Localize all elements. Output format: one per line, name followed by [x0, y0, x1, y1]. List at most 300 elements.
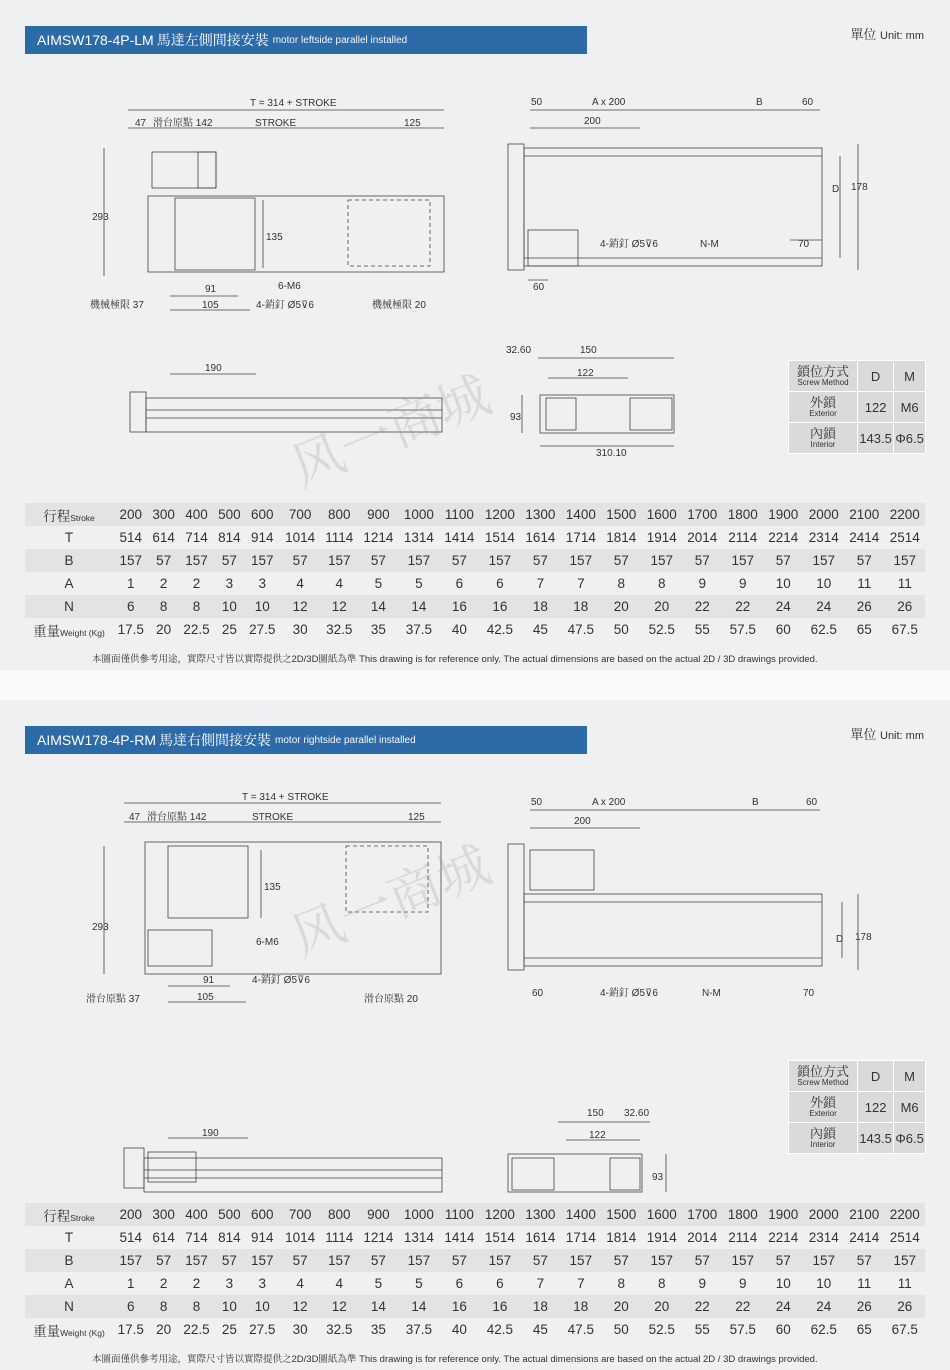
title-cn: 馬達右側間接安裝	[159, 732, 272, 748]
table-cell: 22	[723, 595, 763, 618]
table-cell: 1900	[763, 1203, 803, 1226]
table-cell: 18	[520, 595, 560, 618]
table-cell: 20	[148, 618, 178, 641]
section-divider	[0, 670, 950, 700]
table-cell: 30	[280, 618, 320, 641]
dim-n-m: N-M	[700, 239, 719, 250]
table-cell: 1314	[399, 526, 439, 549]
table-cell: 2	[179, 572, 214, 595]
actuator-side-view	[524, 148, 822, 266]
table-cell: 57	[214, 1249, 244, 1272]
table-cell: 62.5	[803, 618, 843, 641]
dim-32-60: 32.60	[624, 1108, 650, 1119]
disclaimer-note: 本圖面僅供參考用途，實際尺寸皆以實際提供之2D/3D圖紙為準 This drawing is for reference only. The actual dimensions are based on the actual 2D / 3D drawings provided.	[92, 654, 818, 665]
table-cell: 5	[358, 572, 398, 595]
table-cell: 1400	[561, 1203, 601, 1226]
dim-135: 135	[264, 882, 281, 893]
row-n	[25, 1295, 925, 1318]
row-header: 重量Weight (Kg)	[25, 618, 113, 641]
table-cell: 24	[763, 595, 803, 618]
table-cell: 514	[113, 526, 148, 549]
table-cell: 1714	[561, 526, 601, 549]
table-cell: 400	[179, 503, 214, 526]
table-cell: 157	[723, 1249, 763, 1272]
dim-pin-left: 4-銷釘 Ø5⊽6	[252, 975, 310, 986]
table-cell: 37.5	[399, 1318, 439, 1341]
section-title-banner	[25, 726, 587, 754]
disclaimer-note: 本圖面僅供參考用途，實際尺寸皆以實際提供之2D/3D圖紙為準 This drawing is for reference only. The actual dimensions are based on the actual 2D / 3D drawings provided.	[92, 1354, 818, 1365]
row-header: A	[25, 572, 113, 595]
table-cell: 24	[803, 595, 843, 618]
table-cell: 7	[561, 1272, 601, 1295]
dim-origin: 滑台原點 142	[153, 118, 213, 129]
table-cell: 57	[520, 1249, 560, 1272]
table-cell: 22.5	[179, 1318, 214, 1341]
table-cell: 5	[399, 572, 439, 595]
table-cell: 10	[245, 595, 280, 618]
table-cell: 47.5	[561, 618, 601, 641]
row-b	[25, 549, 925, 572]
end-plate	[124, 1148, 144, 1188]
row-header: T	[25, 526, 113, 549]
table-cell: 1700	[682, 1203, 722, 1226]
table-cell: 14	[358, 1295, 398, 1318]
table-cell: 55	[682, 618, 722, 641]
watermark: 风一商城	[283, 836, 499, 968]
dim-50: 50	[531, 797, 543, 808]
table-cell: 14	[399, 595, 439, 618]
table-cell: 800	[320, 1203, 358, 1226]
table-cell: 714	[179, 526, 214, 549]
table-cell: 2514	[884, 1226, 925, 1249]
table-cell: 60	[763, 618, 803, 641]
table-cell: 32.5	[320, 1318, 358, 1341]
table-cell: 1814	[601, 526, 641, 549]
dim-stroke: STROKE	[252, 812, 294, 823]
row-header: 行程Stroke	[25, 503, 113, 526]
row-header: T	[25, 1226, 113, 1249]
row-a	[25, 1272, 925, 1295]
table-cell: 4	[320, 1272, 358, 1295]
unit-label: 單位 Unit: mm	[850, 27, 924, 42]
end-cap	[508, 844, 524, 970]
table-cell: 914	[245, 526, 280, 549]
table-cell: 400	[179, 1203, 214, 1226]
table-cell: 3	[245, 1272, 280, 1295]
table-cell: 700	[280, 503, 320, 526]
table-cell: 9	[723, 572, 763, 595]
table-cell: 300	[148, 1203, 178, 1226]
table-cell: 614	[148, 1226, 178, 1249]
dim-293: 293	[92, 922, 109, 933]
table-cell: 9	[682, 1272, 722, 1295]
table-cell: 7	[520, 1272, 560, 1295]
table-cell: 1414	[439, 1226, 479, 1249]
table-cell: 26	[884, 1295, 925, 1318]
table-cell: 16	[480, 1295, 520, 1318]
title-en: motor rightside parallel installed	[275, 734, 416, 746]
section-title-banner	[25, 26, 587, 54]
table-cell: 1400	[561, 503, 601, 526]
table-cell: 9	[682, 572, 722, 595]
table-cell: 16	[480, 595, 520, 618]
table-cell: 157	[884, 549, 925, 572]
table-cell: 900	[358, 503, 398, 526]
table-cell: 12	[280, 595, 320, 618]
table-cell: 57	[763, 549, 803, 572]
table-cell: 2	[179, 1272, 214, 1295]
table-cell: 1600	[642, 1203, 682, 1226]
dim-pin-right: 4-銷釘 Ø5⊽6	[600, 988, 658, 999]
motor-block	[152, 152, 216, 188]
row-header: 重量Weight (Kg)	[25, 1318, 113, 1341]
dim-60-bottom: 60	[532, 988, 544, 999]
table-cell: 5	[399, 1272, 439, 1295]
table-cell: 157	[561, 1249, 601, 1272]
table-cell: 200	[113, 503, 148, 526]
table-cell: 157	[399, 1249, 439, 1272]
row-weight	[25, 1318, 925, 1341]
table-cell: 14	[358, 595, 398, 618]
motor-block-right	[530, 850, 594, 890]
carriage	[168, 846, 248, 918]
end-cap	[508, 144, 524, 270]
title-en: motor leftside parallel installed	[272, 34, 408, 46]
table-cell: 26	[884, 595, 925, 618]
table-cell: 10	[763, 1272, 803, 1295]
table-cell: 157	[399, 549, 439, 572]
actuator-top-view	[148, 196, 444, 272]
table-cell: 65	[844, 618, 884, 641]
table-cell: 57	[148, 1249, 178, 1272]
table-cell: 2414	[844, 1226, 884, 1249]
table-cell: 2014	[682, 1226, 722, 1249]
table-cell: 10	[763, 572, 803, 595]
table-cell: 157	[803, 1249, 843, 1272]
row-n	[25, 595, 925, 618]
dim-91: 91	[203, 975, 215, 986]
table-cell: 20	[642, 1295, 682, 1318]
table-cell: 8	[148, 595, 178, 618]
dim-93: 93	[652, 1172, 664, 1183]
end-view	[540, 395, 674, 433]
table-cell: 55	[682, 1318, 722, 1341]
dim-50: 50	[531, 97, 543, 108]
dim-a200: A x 200	[592, 97, 626, 108]
table-cell: 67.5	[884, 1318, 925, 1341]
dim-pin-right: 4-銷釘 Ø5⊽6	[600, 239, 658, 250]
table-cell: 2414	[844, 526, 884, 549]
row-header: B	[25, 549, 113, 572]
table-cell: 52.5	[642, 1318, 682, 1341]
table-cell: 157	[480, 1249, 520, 1272]
dim-200: 200	[574, 816, 591, 827]
table-cell: 50	[601, 1318, 641, 1341]
dim-70: 70	[803, 988, 815, 999]
row-header: A	[25, 1272, 113, 1295]
table-cell: 1200	[480, 503, 520, 526]
table-cell: 157	[245, 549, 280, 572]
table-cell: 22	[682, 595, 722, 618]
table-cell: 157	[320, 1249, 358, 1272]
table-cell: 2214	[763, 526, 803, 549]
table-cell: 157	[723, 549, 763, 572]
table-cell: 157	[179, 549, 214, 572]
table-cell: 7	[520, 572, 560, 595]
table-cell: 27.5	[245, 618, 280, 641]
table-cell: 514	[113, 1226, 148, 1249]
table-cell: 1114	[320, 1226, 358, 1249]
table-cell: 4	[280, 1272, 320, 1295]
table-cell: 57	[682, 549, 722, 572]
table-cell: 1814	[601, 1226, 641, 1249]
table-cell: 26	[844, 595, 884, 618]
table-cell: 20	[601, 595, 641, 618]
table-cell: 57	[280, 549, 320, 572]
table-cell: 157	[320, 549, 358, 572]
table-cell: 57	[601, 549, 641, 572]
table-cell: 1200	[480, 1203, 520, 1226]
table-cell: 65	[844, 1318, 884, 1341]
table-cell: 1	[113, 1272, 148, 1295]
section-rm	[0, 700, 950, 1370]
table-cell: 5	[358, 1272, 398, 1295]
table-cell: 45	[520, 1318, 560, 1341]
table-cell: 11	[844, 1272, 884, 1295]
row-header: N	[25, 595, 113, 618]
table-cell: 60	[763, 1318, 803, 1341]
spec-table	[25, 503, 925, 641]
dim-200: 200	[584, 116, 601, 127]
table-cell: 2100	[844, 1203, 884, 1226]
table-cell: 1914	[642, 526, 682, 549]
table-cell: 6	[480, 1272, 520, 1295]
table-cell: 1614	[520, 526, 560, 549]
dim-150: 150	[580, 345, 597, 356]
dim-limit-left: 機械極限 37	[90, 300, 144, 311]
table-cell: 20	[601, 1295, 641, 1318]
table-cell: 24	[763, 1295, 803, 1318]
table-cell: 57	[214, 549, 244, 572]
dim-150: 150	[587, 1108, 604, 1119]
dim-125: 125	[408, 812, 425, 823]
table-cell: 8	[179, 1295, 214, 1318]
table-cell: 57	[763, 1249, 803, 1272]
table-cell: 1314	[399, 1226, 439, 1249]
dim-b: B	[752, 797, 759, 808]
dim-6-m6: 6-M6	[256, 937, 279, 948]
dim-limit-right: 機械極限 20	[372, 300, 426, 311]
table-cell: 57	[439, 1249, 479, 1272]
table-cell: 40	[439, 1318, 479, 1341]
table-cell: 1914	[642, 1226, 682, 1249]
table-cell: 25	[214, 618, 244, 641]
table-cell: 800	[320, 503, 358, 526]
table-cell: 57.5	[723, 1318, 763, 1341]
table-cell: 300	[148, 503, 178, 526]
dim-stroke: STROKE	[255, 118, 297, 129]
dim-a200: A x 200	[592, 797, 626, 808]
end-view	[508, 1154, 642, 1192]
table-cell: 1100	[439, 1203, 479, 1226]
table-cell: 6	[439, 1272, 479, 1295]
table-cell: 22	[723, 1295, 763, 1318]
table-cell: 52.5	[642, 618, 682, 641]
dim-n-m: N-M	[702, 988, 721, 999]
table-cell: 2114	[723, 1226, 763, 1249]
table-cell: 157	[642, 549, 682, 572]
motor-block-side	[148, 1152, 196, 1182]
table-cell: 1014	[280, 526, 320, 549]
table-cell: 42.5	[480, 1318, 520, 1341]
table-cell: 1000	[399, 503, 439, 526]
table-cell: 914	[245, 1226, 280, 1249]
table-cell: 600	[245, 1203, 280, 1226]
table-cell: 25	[214, 1318, 244, 1341]
table-cell: 10	[214, 595, 244, 618]
dim-60: 60	[802, 97, 814, 108]
table-cell: 157	[113, 549, 148, 572]
motor-flange	[198, 152, 216, 188]
dim-70: 70	[798, 239, 810, 250]
dim-91: 91	[205, 284, 217, 295]
dim-125: 125	[404, 118, 421, 129]
table-cell: 1100	[439, 503, 479, 526]
table-cell: 1214	[358, 526, 398, 549]
table-cell: 8	[148, 1295, 178, 1318]
dim-d: D	[832, 184, 840, 195]
section-lm	[0, 0, 950, 670]
table-cell: 32.5	[320, 618, 358, 641]
table-cell: 8	[601, 1272, 641, 1295]
table-cell: 2000	[803, 503, 843, 526]
table-cell: 1900	[763, 503, 803, 526]
dim-d: D	[836, 934, 844, 945]
dim-6-m6: 6-M6	[278, 281, 301, 292]
row-b	[25, 1249, 925, 1272]
table-cell: 57.5	[723, 618, 763, 641]
dim-310-10: 310.10	[596, 448, 627, 459]
unit-label: 單位 Unit: mm	[850, 727, 924, 742]
table-cell: 62.5	[803, 1318, 843, 1341]
table-cell: 1414	[439, 526, 479, 549]
table-cell: 57	[682, 1249, 722, 1272]
table-cell: 57	[601, 1249, 641, 1272]
table-cell: 27.5	[245, 1318, 280, 1341]
dim-60: 60	[806, 797, 818, 808]
carriage	[175, 198, 255, 270]
table-cell: 14	[399, 1295, 439, 1318]
table-cell: 200	[113, 1203, 148, 1226]
dim-limit-left: 滑台原點 37	[86, 994, 140, 1005]
model-name: AIMSW178-4P-RM	[37, 732, 157, 748]
table-cell: 47.5	[561, 1318, 601, 1341]
table-cell: 24	[803, 1295, 843, 1318]
row-t	[25, 526, 925, 549]
table-cell: 2014	[682, 526, 722, 549]
table-cell: 57	[520, 549, 560, 572]
table-cell: 22.5	[179, 618, 214, 641]
dim-122: 122	[577, 368, 594, 379]
row-header: N	[25, 1295, 113, 1318]
table-cell: 57	[280, 1249, 320, 1272]
table-cell: 20	[642, 595, 682, 618]
table-cell: 18	[561, 595, 601, 618]
table-cell: 11	[884, 572, 925, 595]
table-cell: 2114	[723, 526, 763, 549]
row-stroke	[25, 503, 925, 526]
table-cell: 2214	[763, 1226, 803, 1249]
table-cell: 1300	[520, 1203, 560, 1226]
row-stroke	[25, 1203, 925, 1226]
title-cn: 馬達左側間接安裝	[156, 32, 269, 48]
table-cell: 18	[561, 1295, 601, 1318]
table-cell: 7	[561, 572, 601, 595]
dim-b: B	[756, 97, 763, 108]
dim-190: 190	[202, 1128, 219, 1139]
screw-method-table: 鎖位方式 Screw Method D M 外鎖 Exterior 122 M6 內鎖 Interior 143.5 Φ6.5	[788, 360, 926, 454]
table-cell: 6	[113, 595, 148, 618]
dim-293: 293	[92, 212, 109, 223]
table-cell: 2314	[803, 526, 843, 549]
dim-105: 105	[202, 300, 219, 311]
watermark: 风一商城	[283, 366, 499, 498]
table-cell: 67.5	[884, 618, 925, 641]
dim-178: 178	[851, 182, 868, 193]
table-cell: 1014	[280, 1226, 320, 1249]
dim-total-length: T = 314 + STROKE	[242, 792, 329, 803]
dim-135: 135	[266, 232, 283, 243]
row-weight	[25, 618, 925, 641]
table-cell: 1500	[601, 503, 641, 526]
table-cell: 57	[358, 1249, 398, 1272]
table-cell: 11	[884, 1272, 925, 1295]
dim-60-bottom: 60	[533, 282, 545, 293]
table-cell: 16	[439, 595, 479, 618]
actuator-side-view	[524, 894, 822, 966]
motor-block	[148, 930, 212, 966]
table-cell: 157	[803, 549, 843, 572]
table-cell: 8	[601, 572, 641, 595]
dim-93: 93	[510, 412, 522, 423]
table-cell: 4	[280, 572, 320, 595]
table-cell: 2100	[844, 503, 884, 526]
table-cell: 500	[214, 1203, 244, 1226]
table-cell: 157	[480, 549, 520, 572]
table-cell: 6	[439, 572, 479, 595]
table-cell: 17.5	[113, 618, 148, 641]
table-cell: 22	[682, 1295, 722, 1318]
table-cell: 40	[439, 618, 479, 641]
table-cell: 1000	[399, 1203, 439, 1226]
dim-190: 190	[205, 363, 222, 374]
table-cell: 2	[148, 572, 178, 595]
table-cell: 10	[214, 1295, 244, 1318]
table-cell: 3	[245, 572, 280, 595]
spec-table	[25, 1203, 925, 1341]
row-header: B	[25, 1249, 113, 1272]
table-cell: 814	[214, 526, 244, 549]
table-cell: 17.5	[113, 1318, 148, 1341]
screw-method-table: 鎖位方式 Screw Method D M 外鎖 Exterior 122 M6 內鎖 Interior 143.5 Φ6.5	[788, 1060, 926, 1154]
model-name: AIMSW178-4P-LM	[37, 32, 154, 48]
table-cell: 6	[480, 572, 520, 595]
dim-105: 105	[197, 992, 214, 1003]
table-cell: 1800	[723, 503, 763, 526]
table-cell: 12	[280, 1295, 320, 1318]
table-cell: 3	[214, 1272, 244, 1295]
end-plate	[130, 392, 146, 432]
